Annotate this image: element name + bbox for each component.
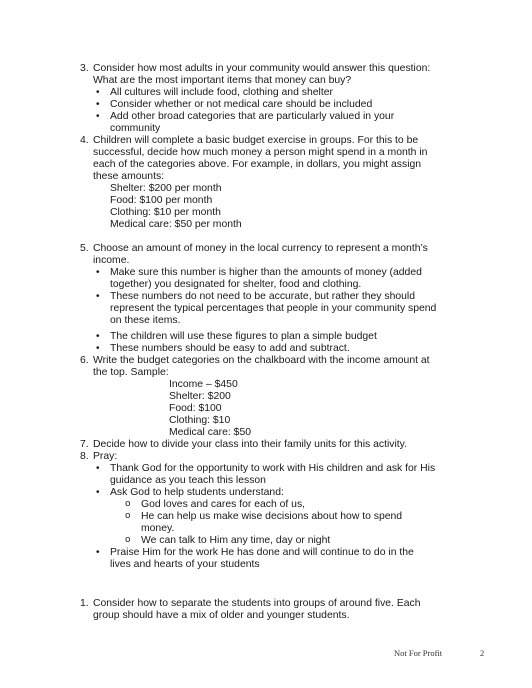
bullet-marker: •	[96, 463, 100, 474]
sample-line: Shelter: $200	[169, 391, 231, 402]
sub-bullet-marker: o	[125, 499, 131, 509]
bullet-text: together) you designated for shelter, food and clothing.	[110, 279, 362, 290]
bullet-marker: •	[96, 291, 100, 302]
bullet-text: The children will use these figures to plan a simple budget	[110, 331, 377, 342]
bullet-marker: •	[96, 267, 100, 278]
item-number: 8.	[80, 451, 89, 462]
sample-line: Medical care: $50	[169, 427, 252, 438]
item-text: Decide how to divide your class into their family units for this activity.	[93, 439, 407, 450]
sample-line: Food: $100	[169, 403, 222, 414]
item-text: Consider how most adults in your community would answer this question:	[93, 63, 431, 74]
bullet-text: All cultures will include food, clothing and shelter	[110, 87, 333, 98]
bullet-text: Praise Him for the work He has done and will continue to do in the	[110, 547, 414, 558]
sample-line: Clothing: $10	[169, 415, 231, 426]
bullet-text: These numbers should be easy to add and subtract.	[110, 343, 350, 354]
item-number: 1.	[80, 598, 89, 609]
item-number: 5.	[80, 243, 89, 254]
budget-amount: Food: $100 per month	[110, 195, 213, 206]
bullet-marker: •	[96, 547, 100, 558]
item-text: Children will complete a basic budget exercise in groups. For this to be	[93, 135, 419, 146]
bullet-text: Thank God for the opportunity to work with His children and ask for His	[110, 463, 436, 474]
sample-line: Income – $450	[169, 379, 238, 390]
budget-amount: Shelter: $200 per month	[110, 183, 222, 194]
item-number: 3.	[80, 63, 89, 74]
item-text: each of the categories above. For example, in dollars, you might assign	[93, 159, 422, 170]
item-text: Choose an amount of money in the local currency to represent a month’s	[93, 243, 428, 254]
bullet-text: community	[110, 123, 161, 134]
bullet-text: These numbers do not need to be accurate, but rather they should	[110, 291, 415, 302]
item-number: 6.	[80, 355, 89, 366]
budget-amount: Clothing: $10 per month	[110, 207, 221, 218]
item-text: Consider how to separate the students into groups of around five. Each	[93, 598, 421, 609]
budget-amount: Medical care: $50 per month	[110, 219, 242, 230]
sub-bullet-text: money.	[141, 523, 175, 534]
bullet-text: lives and hearts of your students	[110, 559, 260, 570]
sub-bullet-marker: o	[125, 511, 131, 521]
item-number: 4.	[80, 135, 89, 146]
sub-bullet-text: We can talk to Him any time, day or night	[141, 535, 331, 546]
sub-bullet-text: God loves and cares for each of us,	[141, 499, 306, 510]
bullet-text: represent the typical percentages that people in your community spend	[110, 303, 437, 314]
bullet-marker: •	[96, 99, 100, 110]
item-text: income.	[93, 255, 130, 266]
bullet-marker: •	[96, 87, 100, 98]
bullet-marker: •	[96, 111, 100, 122]
bullet-marker: •	[96, 343, 100, 354]
footer-label: Not For Profit	[394, 648, 443, 658]
bullet-text: Ask God to help students understand:	[110, 487, 284, 498]
bullet-marker: •	[96, 331, 100, 342]
bullet-text: guidance as you teach this lesson	[110, 475, 266, 486]
item-text: the top. Sample:	[93, 367, 169, 378]
page-number: 2	[480, 648, 485, 658]
bullet-text: on these items.	[110, 315, 181, 326]
item-text: Write the budget categories on the chalkboard with the income amount at	[93, 355, 430, 366]
sub-bullet-marker: o	[125, 535, 131, 545]
item-number: 7.	[80, 439, 89, 450]
item-text: Pray:	[93, 451, 118, 462]
item-text: group should have a mix of older and younger students.	[93, 610, 350, 621]
item-text: successful, decide how much money a person might spend in a month in	[93, 147, 428, 158]
bullet-text: Consider whether or not medical care should be included	[110, 99, 373, 110]
item-text: What are the most important items that money can buy?	[93, 75, 352, 86]
bullet-text: Make sure this number is higher than the amounts of money (added	[110, 267, 422, 278]
sub-bullet-text: He can help us make wise decisions about how to spend	[141, 511, 403, 522]
item-text: these amounts:	[93, 171, 165, 182]
bullet-marker: •	[96, 487, 100, 498]
bullet-text: Add other broad categories that are particularly valued in your	[110, 111, 395, 122]
